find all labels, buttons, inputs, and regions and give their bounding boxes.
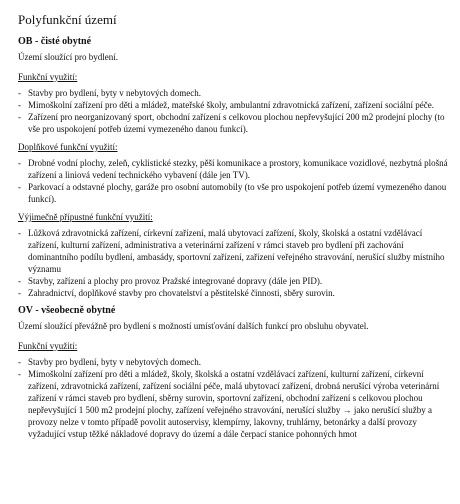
subheading-functional-ov: Funkční využití: [18,340,78,351]
section-heading-ob: OB - čisté obytné [18,35,92,47]
list-functional-ob [18,87,448,135]
list-item: - Parkovací a odstavné plochy, garáže pro osobní automobily (to vše pro uspokojení potřeb území vymezeného danou funkcí). [18,181,448,205]
subheading-exceptional-ob: Výjimečně přípustné funkční využití: [18,211,153,222]
section-heading-ov: OV - všeobecně obytné [18,304,116,316]
list-exceptional-ob [18,227,448,299]
list-item: - Lůžková zdravotnická zařízení, církevní zařízení, malá ubytovací zařízení, školy, školská a ostatní vzdělávací zařízení, kulturní zařízení, administrativa a veterinární zařízení v rámci staveb pro bydlení při zachování dominantního podílu bydlení, ambasády, sportovní zařízení, zařízení veřejného stravování, nerušící služby místního významu [18,227,448,275]
subheading-complementary-ob: Doplňkové funkční využití: [18,141,118,152]
list-functional-ov [18,356,448,440]
list-item: - Stavby pro bydlení, byty v nebytových domech. [18,87,448,99]
section-intro-ov: Území sloužící převážně pro bydlení s možností umísťování dalších funkcí pro obsluhu obyvatel. [18,320,369,331]
list-item: - Stavby pro bydlení, byty v nebytových domech. [18,356,448,368]
list-item: - Stavby, zařízení a plochy pro provoz Pražské integrované dopravy (dále jen PID). [18,275,448,287]
list-item: - Mimoškolní zařízení pro děti a mládež, školy, školská a ostatní vzdělávací zařízení, kulturní zařízení, církevní zařízení, zdravotnická zařízení, zařízení sociální péče, malá ubytovací zařízení, drobná nerušící výroba veterinární zařízení v rámci staveb pro bydlení, sběrny surovin, sportovní zařízení, obchodní zařízení s celkovou plochou nepřevyšující 1 500 m2 prodejní plochy, zařízení veřejného stravování, nerušící služby → jako nerušící služby a provozy nelze v tomto případě povolit autoservisy, klempírny, lakovny, truhlárny, betonárky a další provozy vyžadující vstup těžké nákladové dopravy do území a dále čerpací stanice pohonných hmot [18,368,448,440]
list-item: - Mimoškolní zařízení pro děti a mládež, mateřské školy, ambulantní zdravotnická zařízení, zařízení sociální péče. [18,99,448,111]
list-complementary-ob [18,157,448,205]
list-item: - Zahradnictví, doplňkové stavby pro chovatelství a pěstitelské činnosti, sběry surovin. [18,287,448,299]
page-title: Polyfunkční území [18,12,117,27]
section-intro-ob: Území sloužící pro bydlení. [18,51,118,62]
list-item: - Zařízení pro neorganizovaný sport, obchodní zařízení s celkovou plochou nepřevyšující 200 m2 prodejní plochy (to vše pro uspokojení potřeb území vymezeného danou funkcí). [18,111,448,135]
list-item: - Drobné vodní plochy, zeleň, cyklistické stezky, pěší komunikace a prostory, komunikace vozidlové, nezbytná plošná zařízení a liniová vedení technického vybavení (dále jen TV). [18,157,448,181]
subheading-functional-ob: Funkční využití: [18,71,78,82]
